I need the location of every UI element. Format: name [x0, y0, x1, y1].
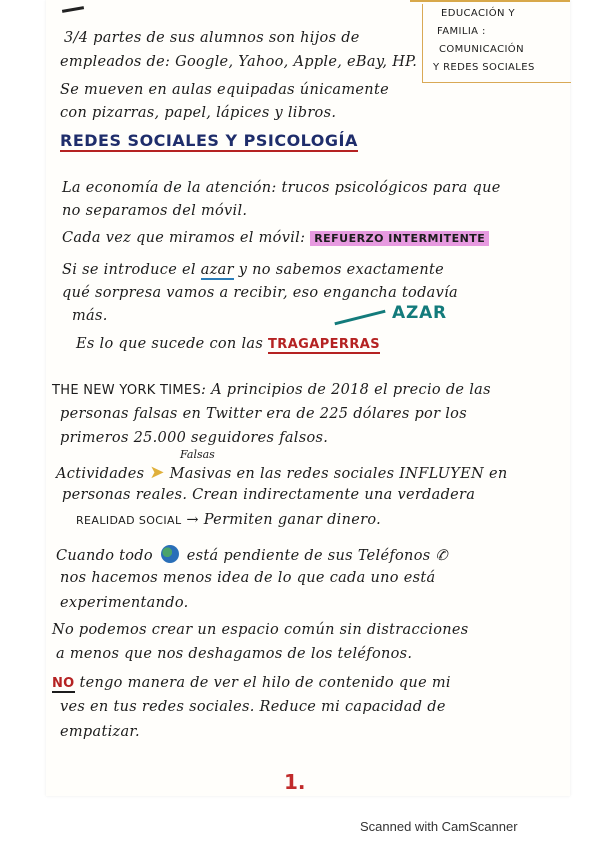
attention-line: La economía de la atención: trucos psicológicos para que [62, 180, 501, 196]
page-number: 1. [284, 770, 306, 794]
topic-corner-box [422, 4, 571, 83]
nyt-source: THE NEW YORK TIMES [52, 383, 201, 398]
attention-line: más. [72, 308, 108, 324]
section-heading-text: REDES SOCIALES Y PSICOLOGÍA [60, 131, 358, 150]
phones-line: experimentando. [60, 595, 189, 611]
activities-line-text: Permiten ganar dinero. [203, 512, 382, 528]
tragaperras-word: TRAGAPERRAS [268, 337, 380, 352]
phones-line: No podemos crear un espacio común sin distracciones [52, 622, 469, 638]
intro-line: Se mueven en aulas equipadas únicamente [60, 82, 389, 98]
scanner-watermark: Scanned with CamScanner [360, 819, 518, 834]
attention-line: no separamos del móvil. [62, 203, 248, 219]
nyt-line: primeros 25.000 seguidores falsos. [60, 430, 329, 446]
right-arrow-icon: → [186, 512, 199, 528]
phones-line-text: está pendiente de sus Teléfonos [186, 548, 431, 564]
attention-line-text: Si se introduce el [62, 262, 196, 278]
nyt-line [52, 382, 491, 398]
phones-line [52, 675, 451, 691]
phones-line-text: Cuando todo [56, 548, 153, 564]
intro-line: 3/4 partes de sus alumnos son hijos de [64, 30, 360, 46]
no-word: NO [52, 676, 75, 691]
phones-line: a menos que nos deshagamos de los teléfonos. [56, 646, 413, 662]
attention-line [76, 336, 380, 352]
activities-line-text: Actividades [56, 466, 145, 482]
phones-line-text: tengo manera de ver el hilo de contenido que mi [79, 675, 451, 691]
intro-line: empleados de: Google, Yahoo, Apple, eBay, HP. [60, 54, 418, 70]
phones-line: ves en tus redes sociales. Reduce mi capacidad de [60, 699, 446, 715]
activities-line [56, 462, 507, 483]
corner-box-line: COMUNICACIÓN [439, 44, 524, 55]
attention-line-text: Cada vez que miramos el móvil: [62, 230, 306, 246]
activities-line [76, 512, 381, 528]
corner-box-line: FAMILIA : [437, 26, 486, 37]
nyt-line: personas falsas en Twitter era de 225 dólares por los [60, 406, 467, 422]
highlight-refuerzo: REFUERZO INTERMITENTE [310, 231, 489, 246]
nyt-line-text: : A principios de 2018 el precio de las [201, 382, 491, 398]
azar-word: azar [200, 262, 234, 278]
masivas-word: Masivas [169, 466, 232, 482]
globe-icon [161, 545, 179, 563]
corner-box-line: Y REDES SOCIALES [433, 62, 535, 73]
activities-line: personas reales. Crean indirectamente una verdadera [62, 487, 476, 503]
attention-line-text: Es lo que sucede con las [76, 336, 264, 352]
activities-line-text: en las redes sociales INFLUYEN en [236, 466, 508, 482]
azar-annotation: AZAR [392, 303, 447, 323]
phones-line: empatizar. [60, 724, 140, 740]
phones-line: nos hacemos menos idea de lo que cada uno está [60, 570, 436, 586]
intro-line: con pizarras, papel, lápices y libros. [60, 105, 337, 121]
attention-line [62, 262, 444, 278]
arrow-icon: ➤ [149, 462, 165, 483]
phones-line [56, 545, 448, 564]
realidad-social: REALIDAD SOCIAL [76, 514, 182, 527]
top-edge-strip [410, 0, 570, 2]
corner-box-line: EDUCACIÓN Y [441, 8, 515, 19]
attention-line: qué sorpresa vamos a recibir, eso engancha todavía [62, 285, 458, 301]
section-heading [60, 131, 358, 150]
phone-doodle-icon: ✆ [435, 548, 448, 564]
attention-line [62, 230, 489, 246]
attention-line-text: y no sabemos exactamente [238, 262, 444, 278]
falsas-superscript: Falsas [180, 448, 215, 461]
